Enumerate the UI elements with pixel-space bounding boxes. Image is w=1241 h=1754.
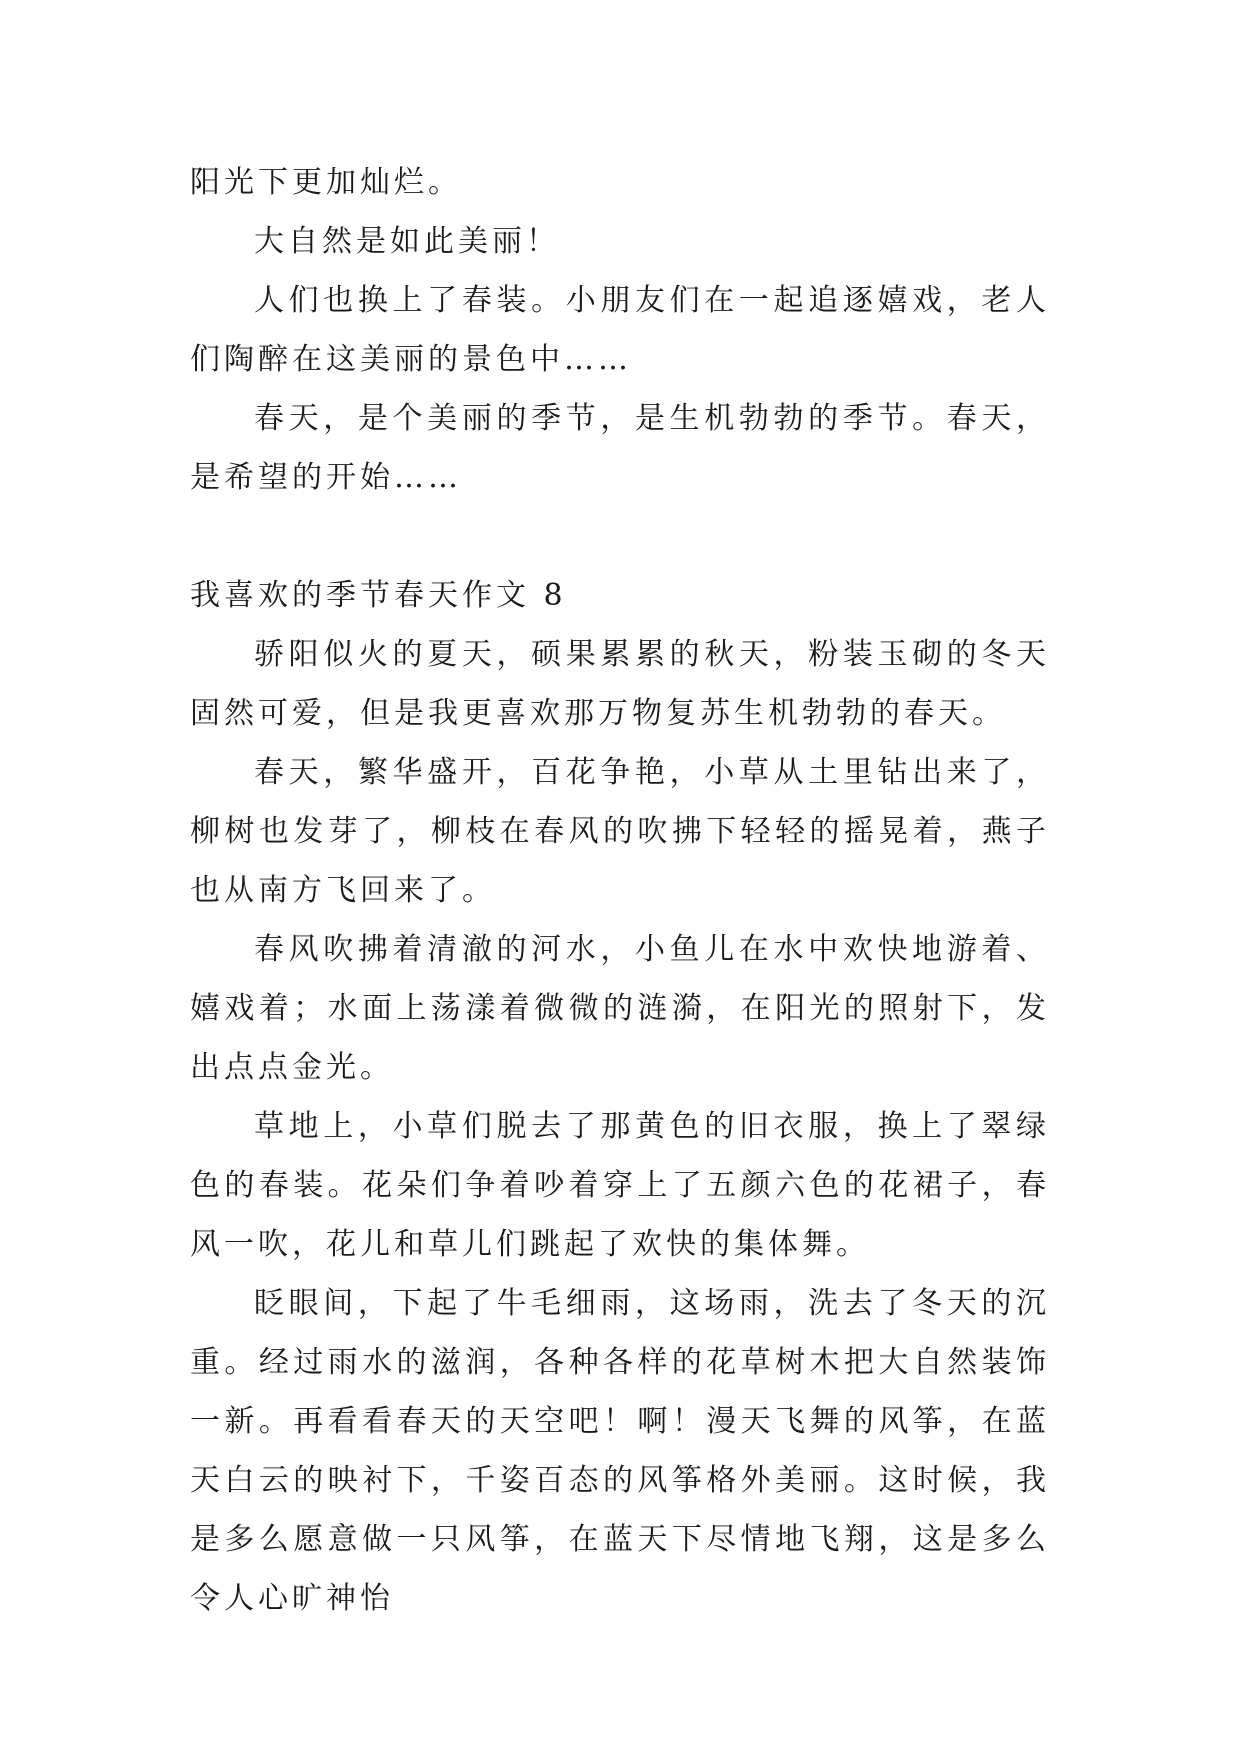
paragraph: 阳光下更加灿烂。 [190,165,462,200]
paragraph: 春天，是个美丽的季节，是生机勃勃的季节。春天，是希望的开始…… [190,401,1050,495]
paragraph: 草地上，小草们脱去了那黄色的旧衣服，换上了翠绿色的春装。花朵们争着吵着穿上了五颜六色的花裙子，春风一吹，花儿和草儿们跳起了欢快的集体舞。 [190,1109,1050,1262]
paragraph: 大自然是如此美丽！ [254,224,560,259]
paragraph: 人们也换上了春装。小朋友们在一起追逐嬉戏，老人们陶醉在这美丽的景色中…… [190,283,1050,377]
paragraph: 春天，繁华盛开，百花争艳，小草从土里钻出来了，柳树也发芽了，柳枝在春风的吹拂下轻轻的摇晃着，燕子也从南方飞回来了。 [190,755,1050,908]
paragraph: 骄阳似火的夏天，硕果累累的秋天，粉装玉砌的冬天固然可爱，但是我更喜欢那万物复苏生机勃勃的春天。 [190,637,1050,731]
essay-title: 我喜欢的季节春天作文 8 [190,578,567,613]
paragraph: 春风吹拂着清澈的河水，小鱼儿在水中欢快地游着、嬉戏着；水面上荡漾着微微的涟漪，在阳光的照射下，发出点点金光。 [190,932,1050,1085]
document-body [190,153,1050,1628]
paragraph: 眨眼间，下起了牛毛细雨，这场雨，洗去了冬天的沉重。经过雨水的滋润，各种各样的花草树木把大自然装饰一新。再看看春天的天空吧！啊！漫天飞舞的风筝，在蓝天白云的映衬下，千姿百态的风筝格外美丽。这时候，我是多么愿意做一只风筝，在蓝天下尽情地飞翔，这是多么令人心旷神怡 [190,1286,1050,1616]
